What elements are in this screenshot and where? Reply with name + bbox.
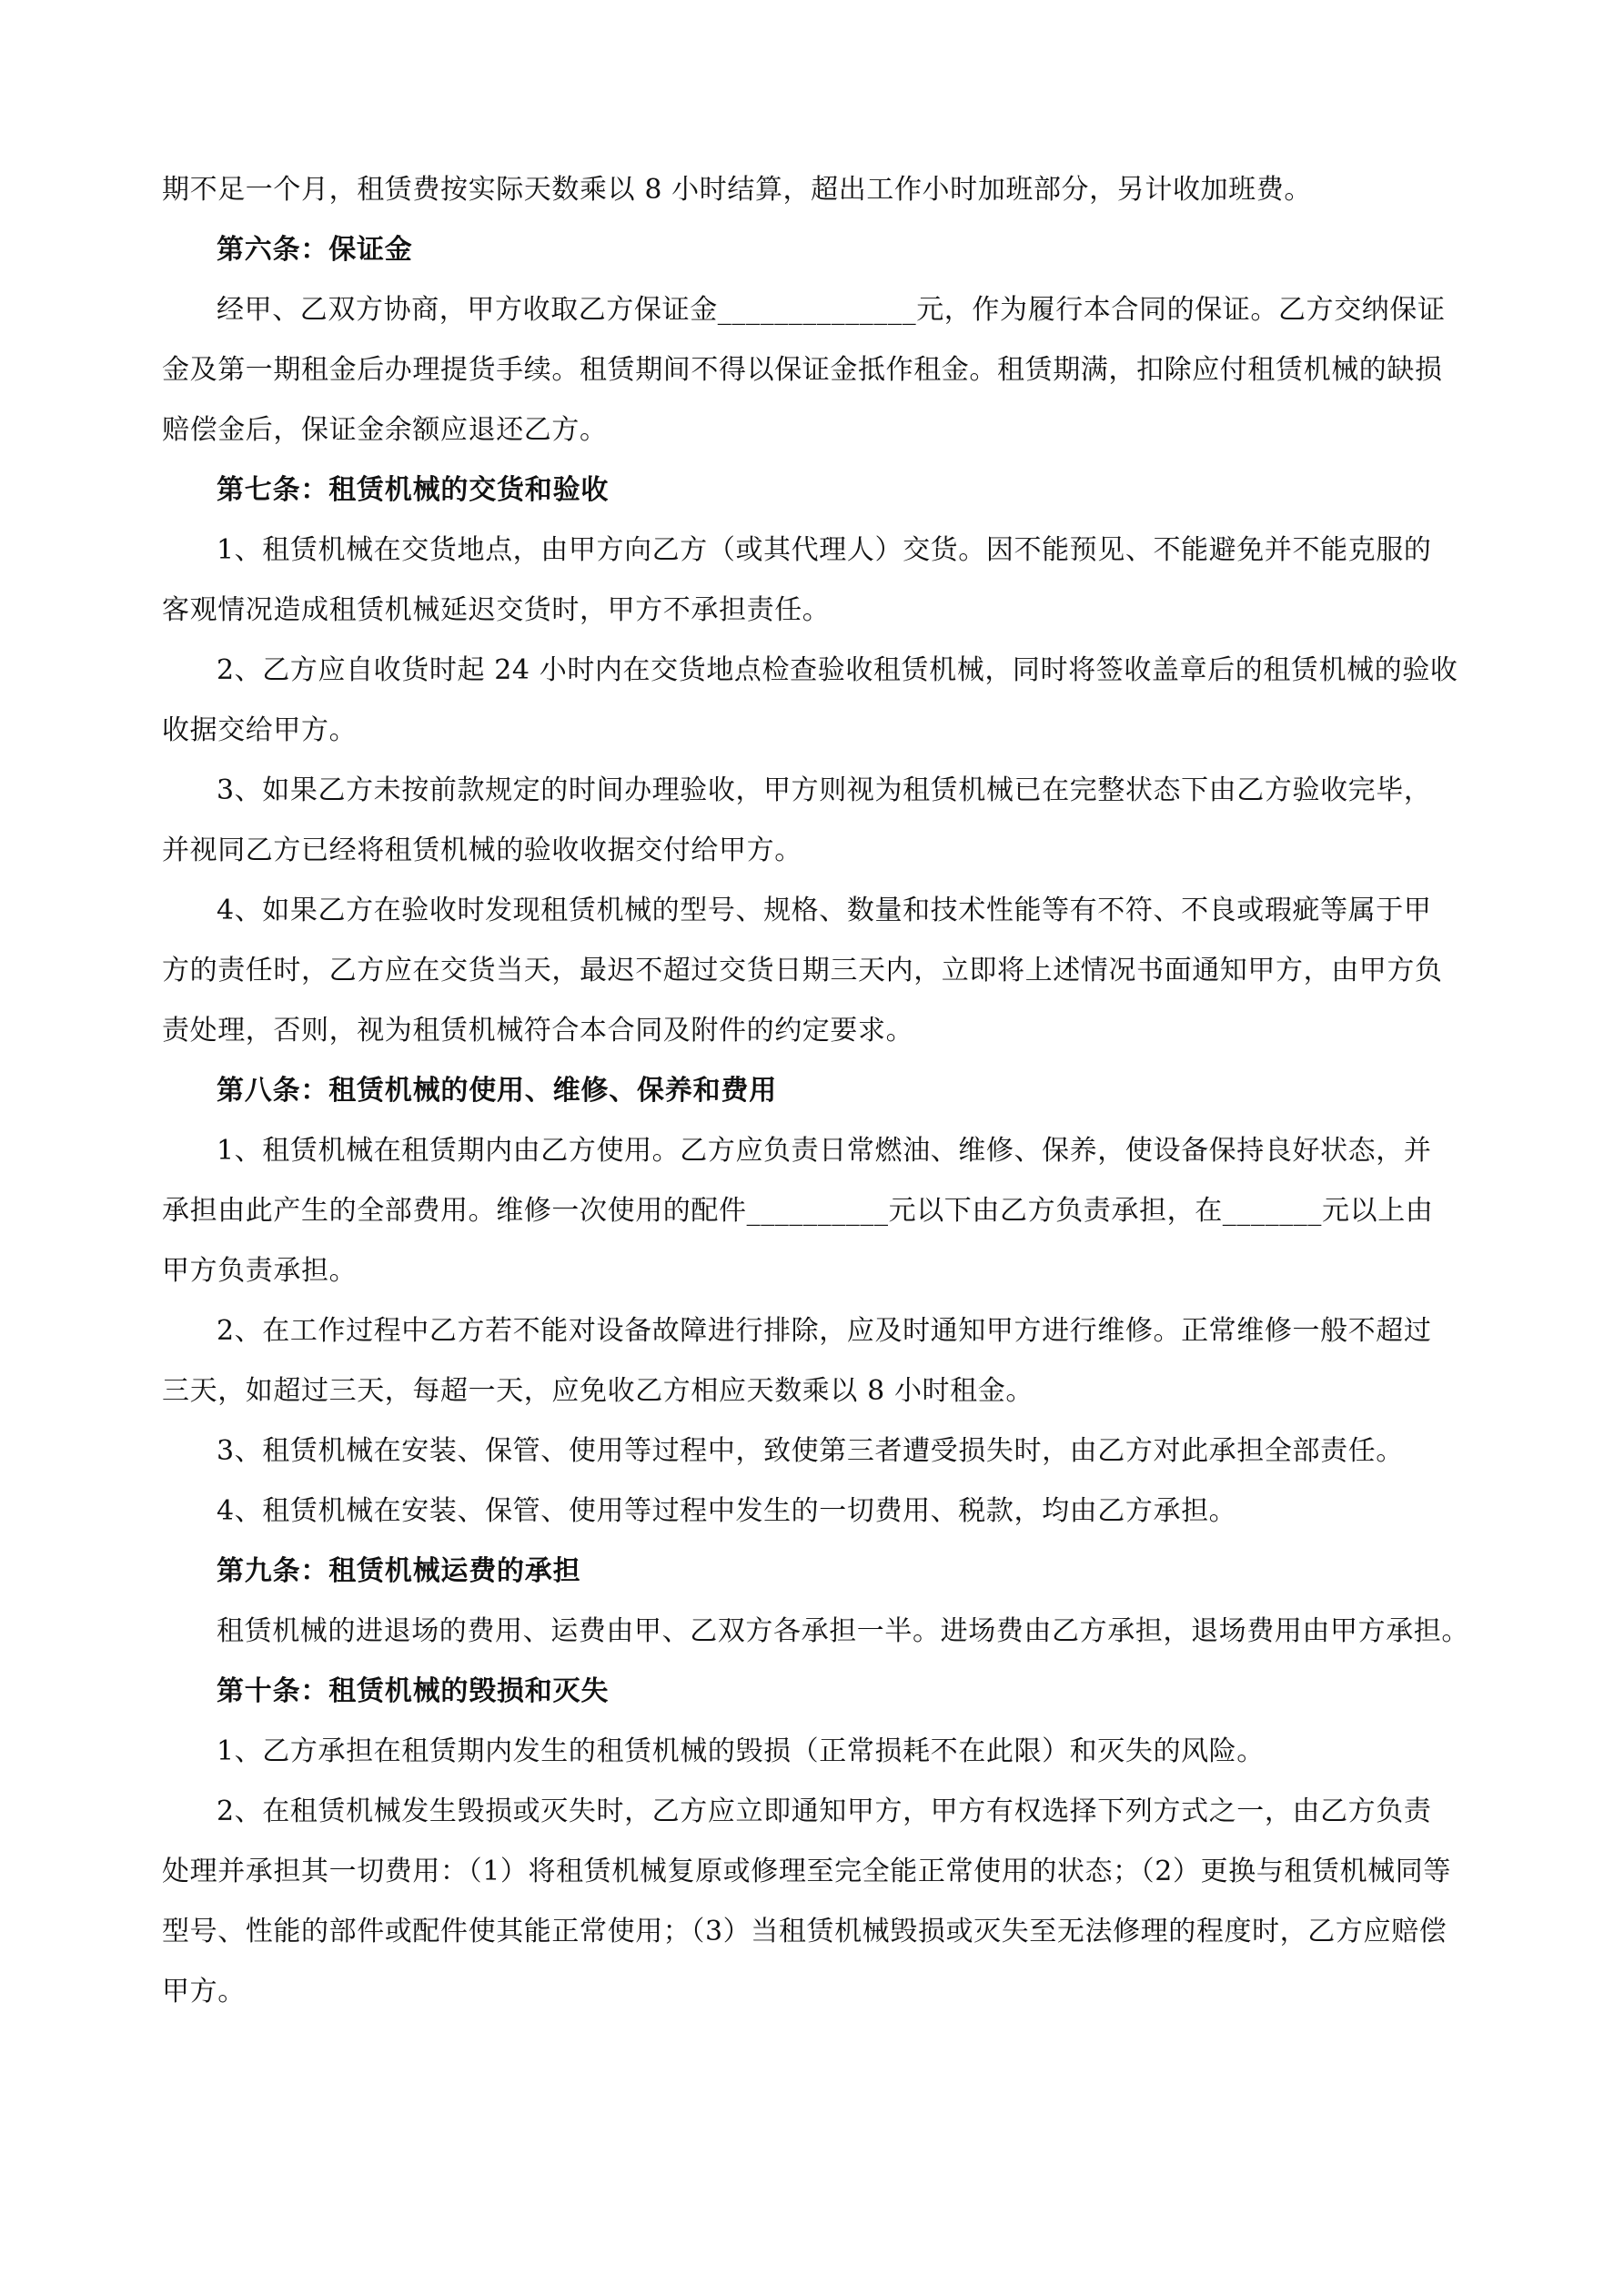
text-line: 租赁机械的进退场的费用、运费由甲、乙双方各承担一半。进场费由乙方承担，退场费用由甲方承担。	[217, 1615, 1469, 1647]
text-line: 1、乙方承担在租赁期内发生的租赁机械的毁损（正常损耗不在此限）和灭失的风险。	[217, 1735, 1265, 1767]
text-line: 收据交给甲方。	[162, 714, 358, 746]
text-line: 经甲、乙双方协商，甲方收取乙方保证金______________元，作为履行本合同的保证。乙方交纳保证	[217, 294, 1446, 326]
section-heading-article-7: 第七条：租赁机械的交货和验收	[217, 474, 610, 506]
text-line: 2、乙方应自收货时起 24 小时内在交货地点检查验收租赁机械，同时将签收盖章后的租赁机械的验收	[217, 654, 1458, 686]
text-line: 3、租赁机械在安装、保管、使用等过程中，致使第三者遭受损失时，由乙方对此承担全部责任。	[217, 1435, 1404, 1467]
text-line: 方的责任时，乙方应在交货当天，最迟不超过交货日期三天内，立即将上述情况书面通知甲方，由甲方负	[162, 955, 1443, 986]
text-line: 承担由此产生的全部费用。维修一次使用的配件__________元以下由乙方负责承担，在_______元以上由	[162, 1195, 1434, 1227]
text-line: 客观情况造成租赁机械延迟交货时，甲方不承担责任。	[162, 594, 831, 626]
text-line: 4、租赁机械在安装、保管、使用等过程中发生的一切费用、税款，均由乙方承担。	[217, 1495, 1237, 1527]
text-line: 三天，如超过三天，每超一天，应免收乙方相应天数乘以 8 小时租金。	[162, 1375, 1034, 1407]
text-line: 处理并承担其一切费用：（1）将租赁机械复原或修理至完全能正常使用的状态；（2）更换与租赁机械同等	[162, 1856, 1451, 1887]
text-line: 甲方负责承担。	[162, 1255, 358, 1287]
text-line: 1、租赁机械在交货地点，由甲方向乙方（或其代理人）交货。因不能预见、不能避免并不能克服的	[217, 534, 1432, 566]
text-line: 赔偿金后，保证金余额应退还乙方。	[162, 414, 608, 446]
text-line: 4、如果乙方在验收时发现租赁机械的型号、规格、数量和技术性能等有不符、不良或瑕疵等属于甲	[217, 895, 1432, 926]
section-heading-article-8: 第八条：租赁机械的使用、维修、保养和费用	[217, 1075, 777, 1107]
text-line: 2、在工作过程中乙方若不能对设备故障进行排除，应及时通知甲方进行维修。正常维修一般不超过	[217, 1315, 1432, 1347]
section-heading-article-9: 第九条：租赁机械运费的承担	[217, 1555, 581, 1587]
text-line: 甲方。	[162, 1976, 246, 2008]
section-heading-article-6: 第六条：保证金	[217, 234, 413, 266]
text-line: 2、在租赁机械发生毁损或灭失时，乙方应立即通知甲方，甲方有权选择下列方式之一，由乙方负责	[217, 1795, 1432, 1827]
text-line: 责处理，否则，视为租赁机械符合本合同及附件的约定要求。	[162, 1015, 914, 1047]
text-line: 并视同乙方已经将租赁机械的验收收据交付给甲方。	[162, 834, 802, 866]
section-heading-article-10: 第十条：租赁机械的毁损和灭失	[217, 1675, 610, 1707]
text-line: 3、如果乙方未按前款规定的时间办理验收，甲方则视为租赁机械已在完整状态下由乙方验收完毕，	[217, 774, 1432, 806]
text-line: 1、租赁机械在租赁期内由乙方使用。乙方应负责日常燃油、维修、保养，使设备保持良好状态，并	[217, 1135, 1432, 1167]
text-line: 期不足一个月，租赁费按实际天数乘以 8 小时结算，超出工作小时加班部分，另计收加班费。	[162, 174, 1312, 206]
contract-page	[162, 160, 1469, 2022]
text-line: 金及第一期租金后办理提货手续。租赁期间不得以保证金抵作租金。租赁期满，扣除应付租赁机械的缺损	[162, 354, 1443, 386]
text-line: 型号、性能的部件或配件使其能正常使用；（3）当租赁机械毁损或灭失至无法修理的程度时，乙方应赔偿	[162, 1916, 1447, 1947]
